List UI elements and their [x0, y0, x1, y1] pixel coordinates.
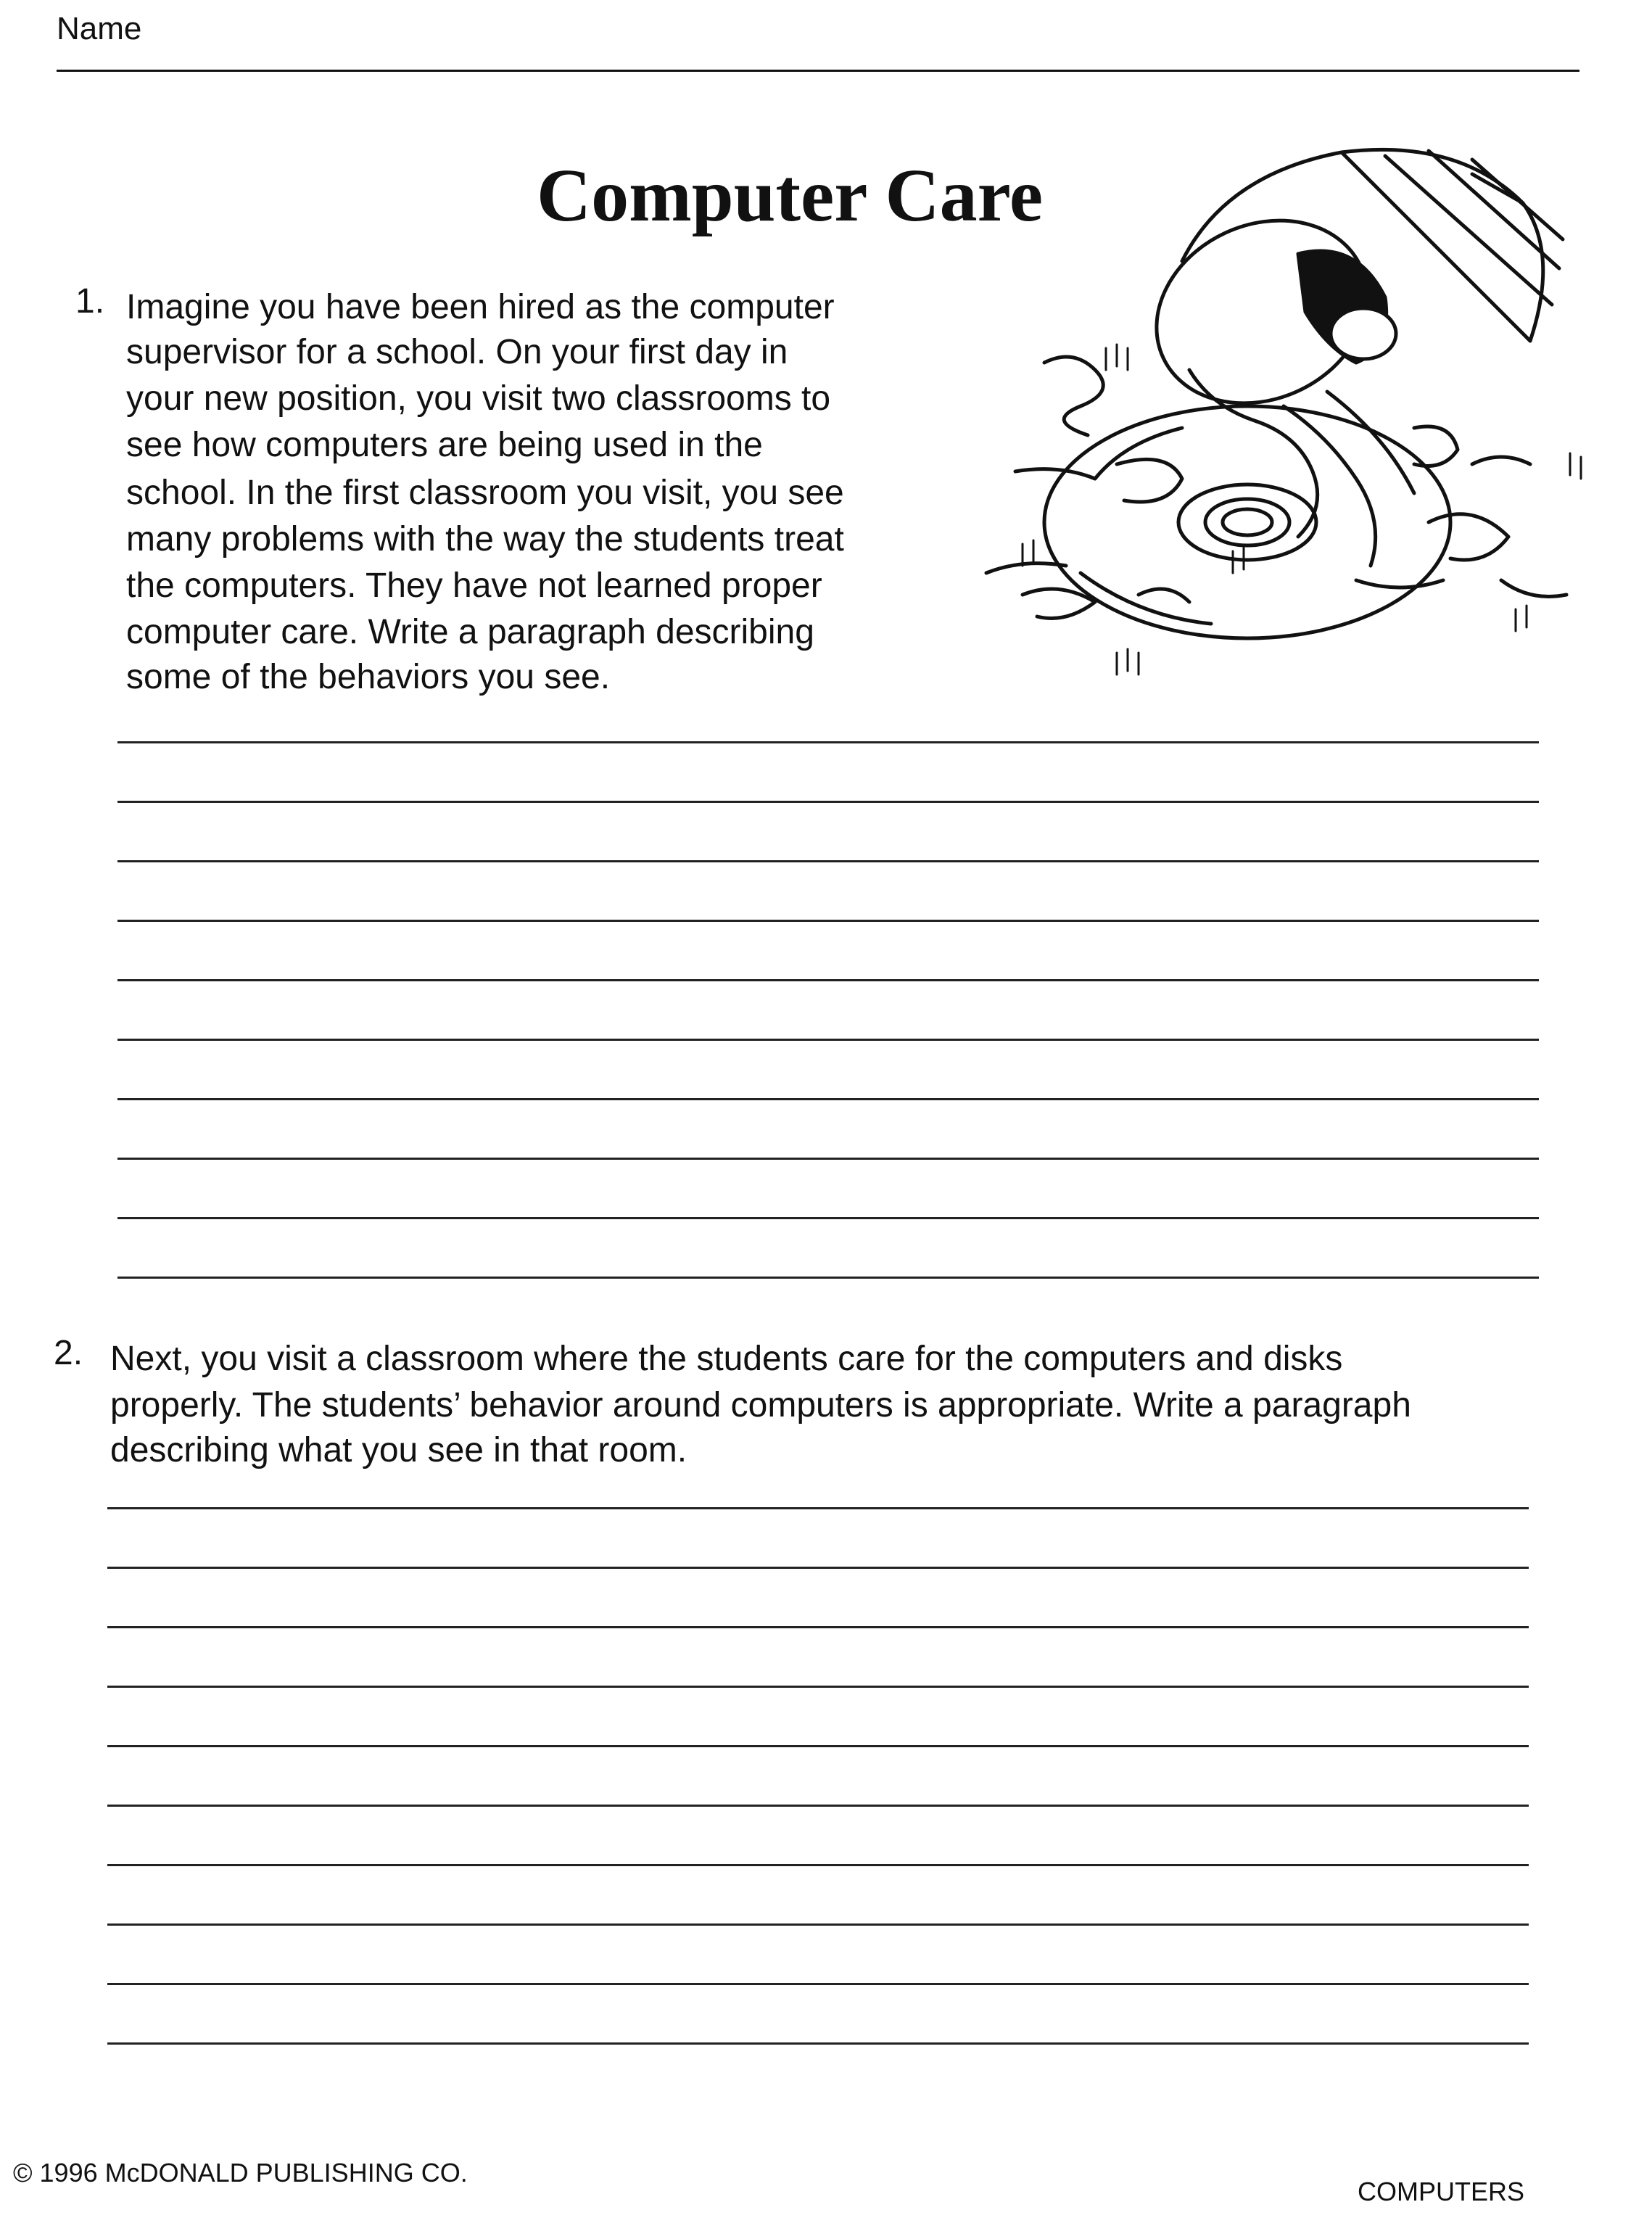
- answer-line[interactable]: [117, 1039, 1539, 1041]
- answer-line[interactable]: [107, 1805, 1529, 1807]
- answer-line[interactable]: [117, 801, 1539, 803]
- question-1-text-line: some of the behaviors you see.: [126, 658, 611, 696]
- answer-line[interactable]: [117, 1098, 1539, 1100]
- question-2-text-line: properly. The students’ behavior around computers is appropriate. Write a paragraph: [110, 1386, 1411, 1424]
- question-1-number: 1.: [75, 282, 105, 321]
- question-1-text-line: see how computers are being used in the: [126, 426, 763, 464]
- answer-line[interactable]: [107, 1923, 1529, 1926]
- answer-line[interactable]: [107, 1507, 1529, 1509]
- answer-line[interactable]: [117, 1277, 1539, 1279]
- question-1-text-line: many problems with the way the students treat: [126, 520, 844, 558]
- answer-line[interactable]: [117, 860, 1539, 862]
- question-1-text-line: school. In the first classroom you visit, you see: [126, 474, 844, 512]
- disc-outer: [1044, 406, 1450, 638]
- answer-line[interactable]: [117, 1158, 1539, 1160]
- question-2-number: 2.: [54, 1334, 83, 1372]
- category-label: COMPUTERS: [1358, 2177, 1525, 2206]
- name-input-line[interactable]: [57, 70, 1579, 72]
- answer-line[interactable]: [107, 1686, 1529, 1688]
- question-1-text-line: computer care. Write a paragraph describing: [126, 613, 814, 651]
- answer-line[interactable]: [107, 1626, 1529, 1628]
- question-1-text-line: your new position, you visit two classrooms to: [126, 379, 831, 418]
- answer-line[interactable]: [107, 1983, 1529, 1985]
- copyright-notice: © 1996 McDONALD PUBLISHING CO.: [13, 2158, 468, 2188]
- page-title: Computer Care: [537, 154, 1044, 237]
- question-2-text-line: describing what you see in that room.: [110, 1431, 687, 1469]
- name-label: Name: [57, 11, 142, 46]
- question-1-text-line: supervisor for a school. On your first day in: [126, 333, 788, 371]
- answer-line[interactable]: [117, 1217, 1539, 1219]
- spilled-cup-on-disc-icon: [950, 131, 1603, 711]
- answer-line[interactable]: [107, 1864, 1529, 1866]
- answer-line[interactable]: [117, 741, 1539, 743]
- question-1-text-line: the computers. They have not learned proper: [126, 566, 822, 605]
- answer-line[interactable]: [117, 979, 1539, 981]
- answer-line[interactable]: [107, 1745, 1529, 1747]
- answer-line[interactable]: [117, 920, 1539, 922]
- question-1-text-line: Imagine you have been hired as the computer: [126, 288, 835, 326]
- answer-line[interactable]: [107, 2042, 1529, 2045]
- answer-line[interactable]: [107, 1567, 1529, 1569]
- question-2-text-line: Next, you visit a classroom where the students care for the computers and disks: [110, 1340, 1343, 1378]
